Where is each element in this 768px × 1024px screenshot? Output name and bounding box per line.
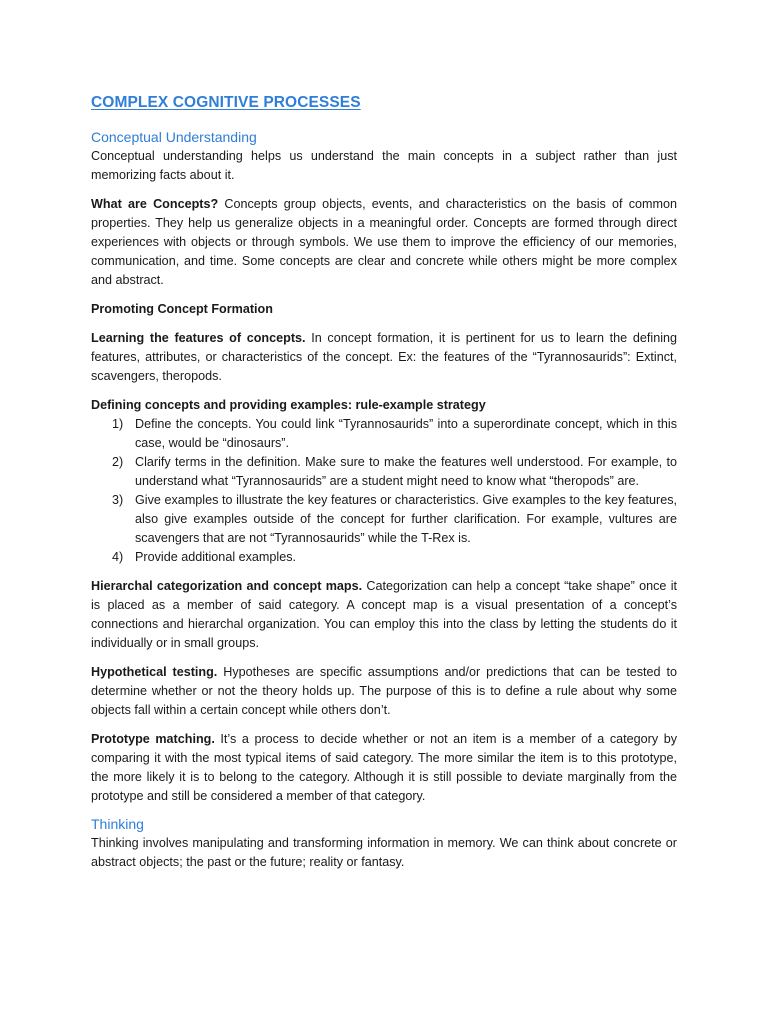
list-item-number: 2) (112, 455, 124, 469)
what-are-concepts-paragraph (91, 195, 677, 290)
document-title: COMPLEX COGNITIVE PROCESSES (91, 94, 361, 111)
hypothetical-testing-paragraph (91, 663, 677, 720)
list-item-text: Clarify terms in the definition. Make sure to make the features well understood. For example, to understand what “Tyrannosaurids” are a student might need to know what “theropods” are. (135, 455, 677, 488)
prototype-matching-lead: Prototype matching. (91, 732, 215, 746)
list-item (91, 453, 677, 491)
learning-features-paragraph (91, 329, 677, 386)
hierarchal-categorization-text: Categorization can help a concept “take shape” once it is placed as a member of said category. A concept map is a visual presentation of a concept’s connections and hierarchal organization. You can employ this into the class by letting the students do it individually or in small groups. (91, 579, 677, 650)
rule-example-strategy-heading: Defining concepts and providing examples: rule-example strategy (91, 398, 486, 412)
hierarchal-categorization-paragraph (91, 577, 677, 653)
section-heading-conceptual-understanding: Conceptual Understanding (91, 129, 257, 145)
promoting-concept-formation-heading: Promoting Concept Formation (91, 302, 273, 316)
list-item-number: 4) (112, 550, 124, 564)
list-item-number: 3) (112, 493, 124, 507)
rule-example-steps-list (91, 415, 677, 567)
list-item (91, 415, 677, 453)
hierarchal-categorization-lead: Hierarchal categorization and concept maps. (91, 579, 363, 593)
learning-features-lead: Learning the features of concepts. (91, 331, 306, 345)
list-item (91, 491, 677, 548)
hypothetical-testing-text: Hypotheses are specific assumptions and/or predictions that can be tested to determine whether or not the theory holds up. The purpose of this is to define a rule about why some objects fall within a certain concept while others don’t. (91, 665, 677, 717)
conceptual-intro-paragraph: Conceptual understanding helps us understand the main concepts in a subject rather than just memorizing facts about it. (91, 149, 677, 182)
hypothetical-testing-lead: Hypothetical testing. (91, 665, 218, 679)
what-are-concepts-text: Concepts group objects, events, and characteristics on the basis of common properties. They help us generalize objects in a meaningful order. Concepts are formed through direct experiences with objects or through symbols. We use them to improve the efficiency of our memories, communication, and time. Some concepts are clear and concrete while others might be more complex and abstract. (91, 197, 677, 287)
list-item-text: Give examples to illustrate the key features or characteristics. Give examples to the key features, also give examples outside of the concept for further clarification. For example, vultures are scavengers that are not “Tyrannosaurids” while the T-Rex is. (135, 493, 677, 545)
list-item-text: Provide additional examples. (135, 550, 297, 564)
learning-features-text: In concept formation, it is pertinent for us to learn the defining features, attributes, or characteristics of the concept. Ex: the features of the “Tyrannosaurids”: Extinct, scavengers, theropods. (91, 331, 677, 383)
section-heading-thinking: Thinking (91, 816, 144, 832)
prototype-matching-paragraph (91, 730, 677, 806)
list-item (91, 548, 677, 567)
thinking-paragraph: Thinking involves manipulating and transforming information in memory. We can think about concrete or abstract objects; the past or the future; reality or fantasy. (91, 836, 677, 869)
list-item-number: 1) (112, 417, 124, 431)
what-are-concepts-lead: What are Concepts? (91, 197, 219, 211)
prototype-matching-text: It’s a process to decide whether or not an item is a member of a category by comparing it with the most typical items of said category. The more similar the item is to this prototype, the more likely it is to belong to the category. Although it is still possible to deviate marginally from the prototype and still be considered a member of that category. (91, 732, 677, 803)
list-item-text: Define the concepts. You could link “Tyrannosaurids” into a superordinate concept, which in this case, would be “dinosaurs”. (135, 417, 677, 450)
